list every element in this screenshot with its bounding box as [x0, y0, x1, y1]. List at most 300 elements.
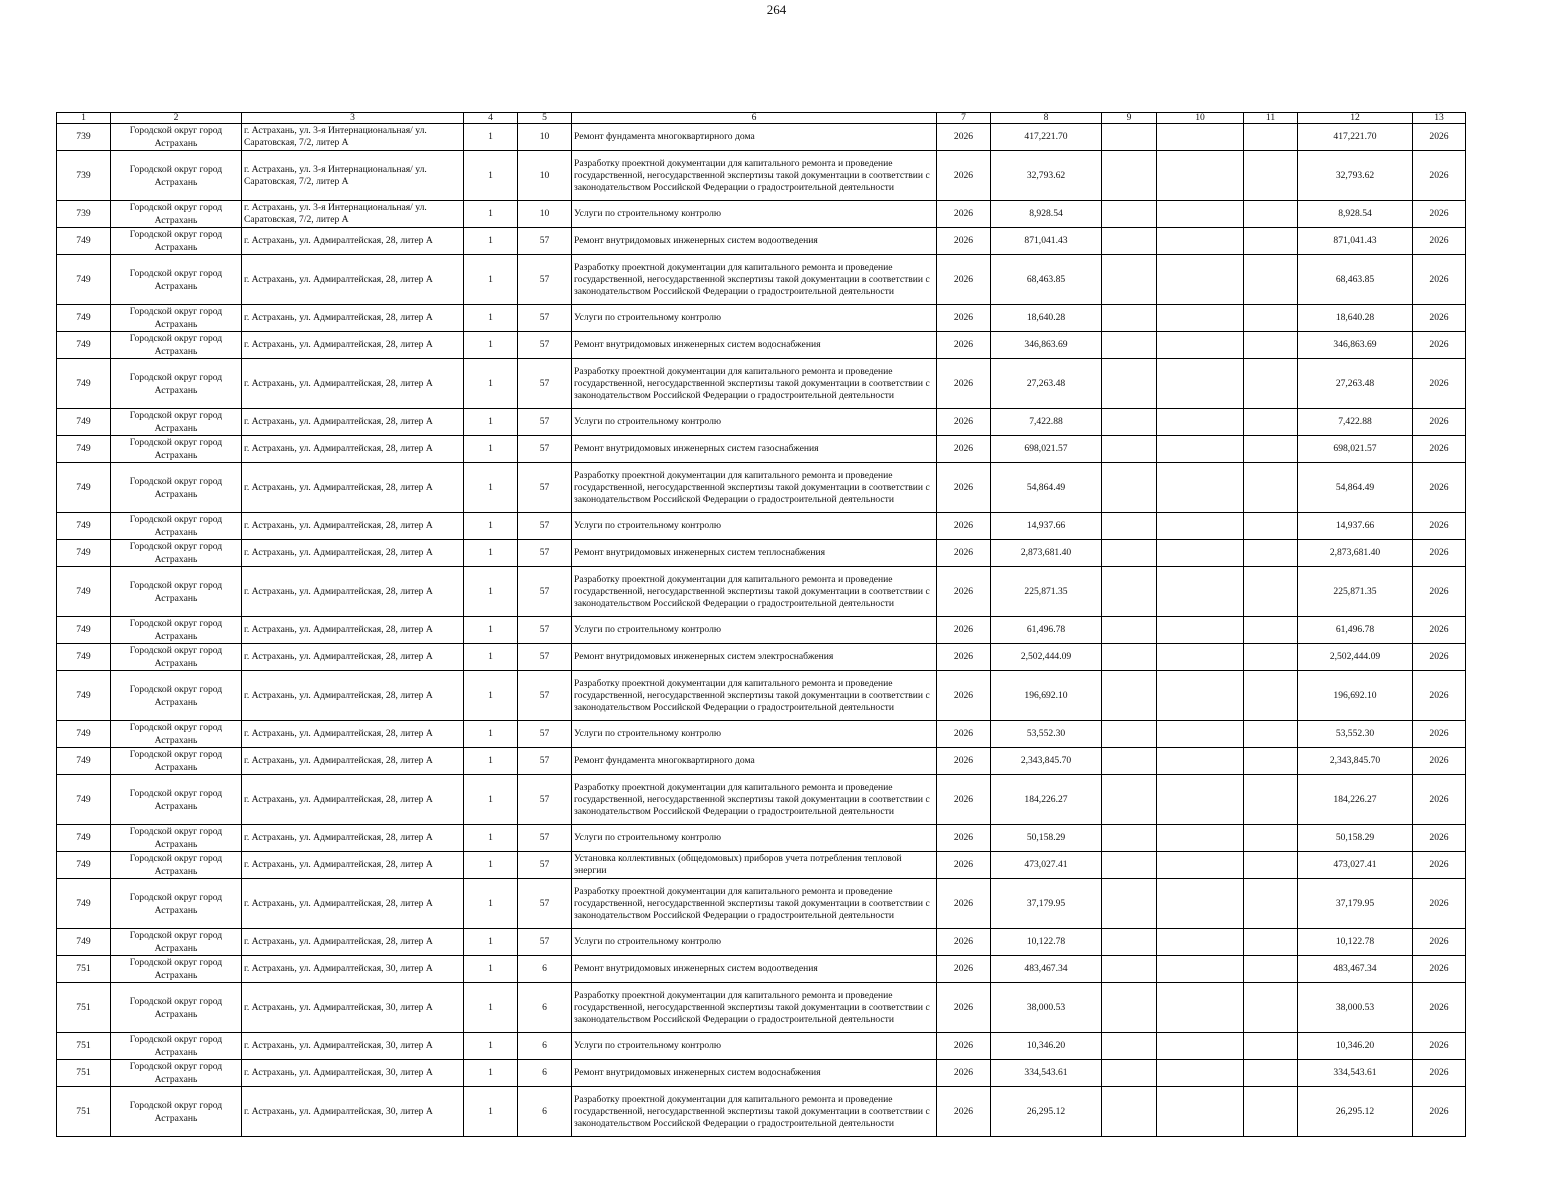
- col10-cell: [1157, 305, 1244, 332]
- municipality-cell: Городской округ город Астрахань: [111, 124, 242, 151]
- table-row: [57, 540, 1466, 567]
- address-cell: г. Астрахань, ул. Адмиралтейская, 28, литер А: [242, 644, 464, 671]
- cost-cell: 2,873,681.40: [991, 540, 1102, 567]
- address-cell: г. Астрахань, ул. Адмиралтейская, 28, литер А: [242, 721, 464, 748]
- row-number: 749: [57, 825, 111, 852]
- municipality-cell: Городской округ город Астрахань: [111, 567, 242, 617]
- col11-cell: [1244, 825, 1298, 852]
- table-row: [57, 359, 1466, 409]
- cost-cell: 26,295.12: [991, 1087, 1102, 1137]
- col11-cell: [1244, 124, 1298, 151]
- cost-cell: 346,863.69: [991, 332, 1102, 359]
- column-header-13: 13: [1413, 113, 1466, 124]
- col9-cell: [1102, 748, 1157, 775]
- table-row: [57, 721, 1466, 748]
- col11-cell: [1244, 463, 1298, 513]
- col4-cell: 1: [464, 929, 518, 956]
- municipality-cell: Городской округ город Астрахань: [111, 852, 242, 879]
- col5-cell: 57: [518, 255, 572, 305]
- column-header-5: 5: [518, 113, 572, 124]
- work-type-cell: Услуги по строительному контролю: [572, 721, 937, 748]
- table-row: [57, 1033, 1466, 1060]
- row-number: 749: [57, 436, 111, 463]
- table-row: [57, 671, 1466, 721]
- row-number: 749: [57, 359, 111, 409]
- col9-cell: [1102, 567, 1157, 617]
- municipality-cell: Городской округ город Астрахань: [111, 825, 242, 852]
- municipality-cell: Городской округ город Астрахань: [111, 359, 242, 409]
- col11-cell: [1244, 775, 1298, 825]
- municipality-cell: Городской округ город Астрахань: [111, 228, 242, 255]
- address-cell: г. Астрахань, ул. Адмиралтейская, 30, литер А: [242, 1060, 464, 1087]
- col5-cell: 10: [518, 151, 572, 201]
- col10-cell: [1157, 1087, 1244, 1137]
- page-number: 264: [766, 2, 787, 17]
- table-row: [57, 1060, 1466, 1087]
- address-cell: г. Астрахань, ул. 3-я Интернациональная/ ул. Саратовская, 7/2, литер А: [242, 201, 464, 228]
- col5-cell: 57: [518, 721, 572, 748]
- row-number: 749: [57, 671, 111, 721]
- work-type-cell: Ремонт фундамента многоквартирного дома: [572, 748, 937, 775]
- year-cell: 2026: [937, 540, 991, 567]
- col11-cell: [1244, 852, 1298, 879]
- col9-cell: [1102, 1033, 1157, 1060]
- col5-cell: 57: [518, 748, 572, 775]
- table-row: [57, 305, 1466, 332]
- col9-cell: [1102, 825, 1157, 852]
- total-cell: 7,422.88: [1298, 409, 1413, 436]
- col11-cell: [1244, 201, 1298, 228]
- col11-cell: [1244, 1087, 1298, 1137]
- col10-cell: [1157, 671, 1244, 721]
- end-year-cell: 2026: [1413, 359, 1466, 409]
- address-cell: г. Астрахань, ул. Адмиралтейская, 28, литер А: [242, 359, 464, 409]
- col5-cell: 57: [518, 617, 572, 644]
- col4-cell: 1: [464, 567, 518, 617]
- address-cell: г. Астрахань, ул. Адмиралтейская, 28, литер А: [242, 748, 464, 775]
- year-cell: 2026: [937, 1033, 991, 1060]
- end-year-cell: 2026: [1413, 983, 1466, 1033]
- row-number: 749: [57, 463, 111, 513]
- cost-cell: 184,226.27: [991, 775, 1102, 825]
- col9-cell: [1102, 463, 1157, 513]
- row-number: 749: [57, 775, 111, 825]
- address-cell: г. Астрахань, ул. Адмиралтейская, 30, литер А: [242, 983, 464, 1033]
- col5-cell: 57: [518, 929, 572, 956]
- col5-cell: 57: [518, 852, 572, 879]
- table-row: [57, 775, 1466, 825]
- row-number: 751: [57, 1087, 111, 1137]
- year-cell: 2026: [937, 1087, 991, 1137]
- col4-cell: 1: [464, 151, 518, 201]
- table-row: [57, 201, 1466, 228]
- work-type-cell: Ремонт внутридомовых инженерных систем водоснабжения: [572, 1060, 937, 1087]
- col4-cell: 1: [464, 775, 518, 825]
- address-cell: г. Астрахань, ул. Адмиралтейская, 28, литер А: [242, 671, 464, 721]
- work-type-cell: Ремонт внутридомовых инженерных систем электроснабжения: [572, 644, 937, 671]
- municipality-cell: Городской округ город Астрахань: [111, 332, 242, 359]
- work-type-cell: Услуги по строительному контролю: [572, 617, 937, 644]
- col10-cell: [1157, 1060, 1244, 1087]
- row-number: 749: [57, 748, 111, 775]
- total-cell: 54,864.49: [1298, 463, 1413, 513]
- col4-cell: 1: [464, 463, 518, 513]
- end-year-cell: 2026: [1413, 617, 1466, 644]
- col9-cell: [1102, 124, 1157, 151]
- row-number: 749: [57, 721, 111, 748]
- col4-cell: 1: [464, 644, 518, 671]
- col9-cell: [1102, 540, 1157, 567]
- work-type-cell: Ремонт внутридомовых инженерных систем теплоснабжения: [572, 540, 937, 567]
- total-cell: 473,027.41: [1298, 852, 1413, 879]
- row-number: 749: [57, 852, 111, 879]
- col9-cell: [1102, 151, 1157, 201]
- cost-cell: 14,937.66: [991, 513, 1102, 540]
- year-cell: 2026: [937, 228, 991, 255]
- end-year-cell: 2026: [1413, 409, 1466, 436]
- address-cell: г. Астрахань, ул. Адмиралтейская, 28, литер А: [242, 929, 464, 956]
- col5-cell: 57: [518, 463, 572, 513]
- cost-cell: 38,000.53: [991, 983, 1102, 1033]
- col10-cell: [1157, 255, 1244, 305]
- total-cell: 2,502,444.09: [1298, 644, 1413, 671]
- end-year-cell: 2026: [1413, 644, 1466, 671]
- col11-cell: [1244, 255, 1298, 305]
- work-type-cell: Услуги по строительному контролю: [572, 929, 937, 956]
- column-number-row: [57, 113, 1466, 124]
- total-cell: 871,041.43: [1298, 228, 1413, 255]
- cost-cell: 196,692.10: [991, 671, 1102, 721]
- municipality-cell: Городской округ город Астрахань: [111, 1060, 242, 1087]
- col9-cell: [1102, 436, 1157, 463]
- column-header-2: 2: [111, 113, 242, 124]
- end-year-cell: 2026: [1413, 513, 1466, 540]
- total-cell: 38,000.53: [1298, 983, 1413, 1033]
- address-cell: г. Астрахань, ул. Адмиралтейская, 28, литер А: [242, 852, 464, 879]
- row-number: 749: [57, 513, 111, 540]
- work-type-cell: Услуги по строительному контролю: [572, 409, 937, 436]
- cost-cell: 53,552.30: [991, 721, 1102, 748]
- col5-cell: 57: [518, 644, 572, 671]
- total-cell: 37,179.95: [1298, 879, 1413, 929]
- year-cell: 2026: [937, 929, 991, 956]
- column-header-4: 4: [464, 113, 518, 124]
- col10-cell: [1157, 332, 1244, 359]
- col4-cell: 1: [464, 1060, 518, 1087]
- address-cell: г. Астрахань, ул. Адмиралтейская, 28, литер А: [242, 825, 464, 852]
- work-type-cell: Разработку проектной документации для капитального ремонта и проведение государственной, негосударственной экспертизы такой документации в соответствии с законодательством Российской Федерации о градостроительной деятельности: [572, 879, 937, 929]
- year-cell: 2026: [937, 1060, 991, 1087]
- col9-cell: [1102, 617, 1157, 644]
- cost-cell: 18,640.28: [991, 305, 1102, 332]
- address-cell: г. Астрахань, ул. Адмиралтейская, 30, литер А: [242, 1087, 464, 1137]
- col4-cell: 1: [464, 436, 518, 463]
- total-cell: 50,158.29: [1298, 825, 1413, 852]
- col9-cell: [1102, 671, 1157, 721]
- address-cell: г. Астрахань, ул. Адмиралтейская, 28, литер А: [242, 409, 464, 436]
- table-row: [57, 983, 1466, 1033]
- column-header-8: 8: [991, 113, 1102, 124]
- col5-cell: 6: [518, 1087, 572, 1137]
- cost-cell: 473,027.41: [991, 852, 1102, 879]
- col11-cell: [1244, 956, 1298, 983]
- col9-cell: [1102, 1087, 1157, 1137]
- year-cell: 2026: [937, 671, 991, 721]
- col4-cell: 1: [464, 305, 518, 332]
- row-number: 749: [57, 929, 111, 956]
- col10-cell: [1157, 879, 1244, 929]
- year-cell: 2026: [937, 332, 991, 359]
- work-type-cell: Разработку проектной документации для капитального ремонта и проведение государственной, негосударственной экспертизы такой документации в соответствии с законодательством Российской Федерации о градостроительной деятельности: [572, 463, 937, 513]
- row-number: 749: [57, 617, 111, 644]
- total-cell: 698,021.57: [1298, 436, 1413, 463]
- col11-cell: [1244, 879, 1298, 929]
- table-row: [57, 567, 1466, 617]
- address-cell: г. Астрахань, ул. Адмиралтейская, 28, литер А: [242, 567, 464, 617]
- table-row: [57, 409, 1466, 436]
- col10-cell: [1157, 956, 1244, 983]
- col4-cell: 1: [464, 540, 518, 567]
- work-type-cell: Услуги по строительному контролю: [572, 825, 937, 852]
- col5-cell: 57: [518, 359, 572, 409]
- address-cell: г. Астрахань, ул. Адмиралтейская, 28, литер А: [242, 513, 464, 540]
- year-cell: 2026: [937, 567, 991, 617]
- col9-cell: [1102, 852, 1157, 879]
- end-year-cell: 2026: [1413, 852, 1466, 879]
- municipality-cell: Городской округ город Астрахань: [111, 255, 242, 305]
- cost-cell: 10,122.78: [991, 929, 1102, 956]
- col11-cell: [1244, 929, 1298, 956]
- end-year-cell: 2026: [1413, 255, 1466, 305]
- table-row: [57, 852, 1466, 879]
- col10-cell: [1157, 513, 1244, 540]
- cost-cell: 54,864.49: [991, 463, 1102, 513]
- col4-cell: 1: [464, 332, 518, 359]
- col5-cell: 6: [518, 983, 572, 1033]
- end-year-cell: 2026: [1413, 305, 1466, 332]
- municipality-cell: Городской округ город Астрахань: [111, 617, 242, 644]
- col4-cell: 1: [464, 1033, 518, 1060]
- year-cell: 2026: [937, 436, 991, 463]
- address-cell: г. Астрахань, ул. Адмиралтейская, 28, литер А: [242, 332, 464, 359]
- col9-cell: [1102, 644, 1157, 671]
- col9-cell: [1102, 513, 1157, 540]
- work-type-cell: Ремонт внутридомовых инженерных систем водоснабжения: [572, 332, 937, 359]
- col11-cell: [1244, 1033, 1298, 1060]
- year-cell: 2026: [937, 617, 991, 644]
- col4-cell: 1: [464, 721, 518, 748]
- col11-cell: [1244, 513, 1298, 540]
- row-number: 749: [57, 305, 111, 332]
- total-cell: 68,463.85: [1298, 255, 1413, 305]
- cost-cell: 68,463.85: [991, 255, 1102, 305]
- col9-cell: [1102, 228, 1157, 255]
- end-year-cell: 2026: [1413, 956, 1466, 983]
- municipality-cell: Городской округ город Астрахань: [111, 671, 242, 721]
- column-header-12: 12: [1298, 113, 1413, 124]
- municipality-cell: Городской округ город Астрахань: [111, 1033, 242, 1060]
- col5-cell: 10: [518, 124, 572, 151]
- total-cell: 18,640.28: [1298, 305, 1413, 332]
- municipality-cell: Городской округ город Астрахань: [111, 721, 242, 748]
- end-year-cell: 2026: [1413, 151, 1466, 201]
- table-row: [57, 748, 1466, 775]
- work-type-cell: Установка коллективных (общедомовых) приборов учета потребления тепловой энергии: [572, 852, 937, 879]
- address-cell: г. Астрахань, ул. Адмиралтейская, 28, литер А: [242, 255, 464, 305]
- total-cell: 346,863.69: [1298, 332, 1413, 359]
- col9-cell: [1102, 409, 1157, 436]
- col10-cell: [1157, 721, 1244, 748]
- cost-cell: 8,928.54: [991, 201, 1102, 228]
- work-type-cell: Разработку проектной документации для капитального ремонта и проведение государственной, негосударственной экспертизы такой документации в соответствии с законодательством Российской Федерации о градостроительной деятельности: [572, 255, 937, 305]
- col10-cell: [1157, 228, 1244, 255]
- municipality-cell: Городской округ город Астрахань: [111, 540, 242, 567]
- col11-cell: [1244, 644, 1298, 671]
- total-cell: 196,692.10: [1298, 671, 1413, 721]
- end-year-cell: 2026: [1413, 540, 1466, 567]
- col11-cell: [1244, 305, 1298, 332]
- col11-cell: [1244, 671, 1298, 721]
- address-cell: г. Астрахань, ул. 3-я Интернациональная/ ул. Саратовская, 7/2, литер А: [242, 151, 464, 201]
- col4-cell: 1: [464, 255, 518, 305]
- col11-cell: [1244, 332, 1298, 359]
- col5-cell: 57: [518, 436, 572, 463]
- address-cell: г. Астрахань, ул. Адмиралтейская, 28, литер А: [242, 879, 464, 929]
- col9-cell: [1102, 956, 1157, 983]
- table-row: [57, 332, 1466, 359]
- col9-cell: [1102, 305, 1157, 332]
- table-row: [57, 255, 1466, 305]
- end-year-cell: 2026: [1413, 201, 1466, 228]
- table-row: [57, 513, 1466, 540]
- col9-cell: [1102, 775, 1157, 825]
- col5-cell: 57: [518, 540, 572, 567]
- col9-cell: [1102, 983, 1157, 1033]
- col9-cell: [1102, 332, 1157, 359]
- address-cell: г. Астрахань, ул. Адмиралтейская, 30, литер А: [242, 956, 464, 983]
- col9-cell: [1102, 201, 1157, 228]
- municipality-cell: Городской округ город Астрахань: [111, 409, 242, 436]
- year-cell: 2026: [937, 124, 991, 151]
- col4-cell: 1: [464, 1087, 518, 1137]
- municipality-cell: Городской округ город Астрахань: [111, 436, 242, 463]
- end-year-cell: 2026: [1413, 228, 1466, 255]
- municipality-cell: Городской округ город Астрахань: [111, 513, 242, 540]
- table-row: [57, 228, 1466, 255]
- col11-cell: [1244, 1060, 1298, 1087]
- col10-cell: [1157, 409, 1244, 436]
- table-row: [57, 463, 1466, 513]
- total-cell: 26,295.12: [1298, 1087, 1413, 1137]
- table-body: [57, 124, 1466, 1137]
- end-year-cell: 2026: [1413, 775, 1466, 825]
- col5-cell: 6: [518, 1060, 572, 1087]
- work-type-cell: Разработку проектной документации для капитального ремонта и проведение государственной, негосударственной экспертизы такой документации в соответствии с законодательством Российской Федерации о градостроительной деятельности: [572, 1087, 937, 1137]
- work-type-cell: Разработку проектной документации для капитального ремонта и проведение государственной, негосударственной экспертизы такой документации в соответствии с законодательством Российской Федерации о градостроительной деятельности: [572, 983, 937, 1033]
- col9-cell: [1102, 255, 1157, 305]
- col11-cell: [1244, 151, 1298, 201]
- year-cell: 2026: [937, 852, 991, 879]
- municipality-cell: Городской округ город Астрахань: [111, 983, 242, 1033]
- table-row: [57, 879, 1466, 929]
- end-year-cell: 2026: [1413, 332, 1466, 359]
- address-cell: г. Астрахань, ул. Адмиралтейская, 28, литер А: [242, 305, 464, 332]
- work-type-cell: Ремонт фундамента многоквартирного дома: [572, 124, 937, 151]
- col5-cell: 6: [518, 956, 572, 983]
- end-year-cell: 2026: [1413, 1033, 1466, 1060]
- col11-cell: [1244, 983, 1298, 1033]
- total-cell: 334,543.61: [1298, 1060, 1413, 1087]
- col9-cell: [1102, 359, 1157, 409]
- total-cell: 27,263.48: [1298, 359, 1413, 409]
- work-type-cell: Ремонт внутридомовых инженерных систем газоснабжения: [572, 436, 937, 463]
- municipality-cell: Городской округ город Астрахань: [111, 879, 242, 929]
- cost-cell: 417,221.70: [991, 124, 1102, 151]
- row-number: 749: [57, 540, 111, 567]
- col10-cell: [1157, 359, 1244, 409]
- row-number: 749: [57, 879, 111, 929]
- col9-cell: [1102, 721, 1157, 748]
- col5-cell: 57: [518, 228, 572, 255]
- municipality-cell: Городской округ город Астрахань: [111, 775, 242, 825]
- col5-cell: 57: [518, 879, 572, 929]
- year-cell: 2026: [937, 305, 991, 332]
- col11-cell: [1244, 409, 1298, 436]
- work-type-cell: Услуги по строительному контролю: [572, 305, 937, 332]
- col10-cell: [1157, 201, 1244, 228]
- col4-cell: 1: [464, 201, 518, 228]
- end-year-cell: 2026: [1413, 124, 1466, 151]
- column-header-9: 9: [1102, 113, 1157, 124]
- work-type-cell: Ремонт внутридомовых инженерных систем водоотведения: [572, 956, 937, 983]
- end-year-cell: 2026: [1413, 463, 1466, 513]
- cost-cell: 871,041.43: [991, 228, 1102, 255]
- address-cell: г. Астрахань, ул. 3-я Интернациональная/ ул. Саратовская, 7/2, литер А: [242, 124, 464, 151]
- cost-cell: 27,263.48: [991, 359, 1102, 409]
- table-row: [57, 124, 1466, 151]
- total-cell: 184,226.27: [1298, 775, 1413, 825]
- col4-cell: 1: [464, 983, 518, 1033]
- total-cell: 483,467.34: [1298, 956, 1413, 983]
- row-number: 751: [57, 956, 111, 983]
- municipality-cell: Городской округ город Астрахань: [111, 1087, 242, 1137]
- col4-cell: 1: [464, 956, 518, 983]
- col5-cell: 57: [518, 567, 572, 617]
- col4-cell: 1: [464, 671, 518, 721]
- col4-cell: 1: [464, 124, 518, 151]
- col9-cell: [1102, 929, 1157, 956]
- year-cell: 2026: [937, 359, 991, 409]
- address-cell: г. Астрахань, ул. Адмиралтейская, 28, литер А: [242, 436, 464, 463]
- table-row: [57, 956, 1466, 983]
- work-type-cell: Разработку проектной документации для капитального ремонта и проведение государственной, негосударственной экспертизы такой документации в соответствии с законодательством Российской Федерации о градостроительной деятельности: [572, 567, 937, 617]
- column-header-3: 3: [242, 113, 464, 124]
- col10-cell: [1157, 567, 1244, 617]
- col5-cell: 57: [518, 332, 572, 359]
- year-cell: 2026: [937, 721, 991, 748]
- col11-cell: [1244, 567, 1298, 617]
- col10-cell: [1157, 929, 1244, 956]
- work-type-cell: Разработку проектной документации для капитального ремонта и проведение государственной, негосударственной экспертизы такой документации в соответствии с законодательством Российской Федерации о градостроительной деятельности: [572, 671, 937, 721]
- col5-cell: 57: [518, 513, 572, 540]
- cost-cell: 698,021.57: [991, 436, 1102, 463]
- cost-cell: 2,343,845.70: [991, 748, 1102, 775]
- row-number: 749: [57, 228, 111, 255]
- total-cell: 14,937.66: [1298, 513, 1413, 540]
- table-row: [57, 436, 1466, 463]
- col10-cell: [1157, 1033, 1244, 1060]
- total-cell: 225,871.35: [1298, 567, 1413, 617]
